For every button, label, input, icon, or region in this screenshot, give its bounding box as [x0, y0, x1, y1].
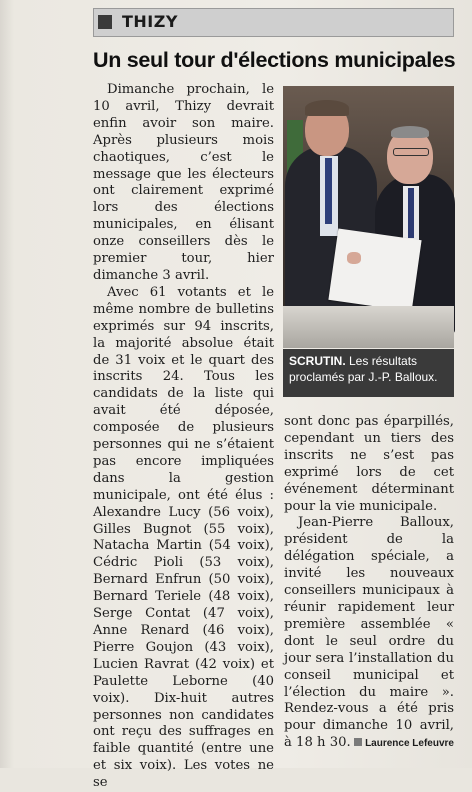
paragraph-2: Avec 61 votants et le même nombre de bulletins exprimés sur 94 inscrits, la majorité absolue était de 31 voix et le quart des inscrits 24. Tous les candidats de la liste qui avait été déposée, composée de plusieurs personnes qui ne s’étaient pas encore impliquées dans la gestion municipale, ont été élus : Alexandre Lucy (56 voix), Gilles Bugnot (55 voix), Natacha Martin (54 voix), Cédric Pioli (53 voix), Bernard Enfrun (50 voix), Bernard Teriele (48 voix), Serge Contat (47 voix), Anne Renard (46 voix), Pierre Goujon (43 voix), Lucien Ravrat (42 voix) et Paulette Leborne (40 voix). Dix-huit autres personnes non candidates ont reçu des suffrages en faible quantité (entre une et six voix). Les votes ne se: [93, 284, 274, 791]
section-header: [93, 8, 454, 37]
paragraph-2-continued: sont donc pas éparpillés, cependant un tiers des inscrits ne s’est pas exprimé lors de cet événement déterminant pour la vie municipale.: [284, 414, 454, 514]
caption-text: Les résultats proclamés par J.-P. Balloux.: [289, 354, 438, 384]
man-right-tie: [408, 188, 414, 238]
byline: Laurence Lefeuvre: [365, 738, 454, 749]
article-photo: [283, 86, 454, 348]
section-marker-square: [98, 15, 112, 29]
photo-caption: [283, 349, 454, 397]
photo-desk: [283, 306, 454, 348]
man-left-tie: [325, 158, 332, 224]
results-sheet: [328, 229, 421, 312]
paragraph-1: Dimanche prochain, le 10 avril, Thizy devrait enfin avoir son maire. Après plusieurs mois chaotiques, c’est le message que les électeurs ont clairement exprimé lors des élections municipales, en élisant onze conseillers dès le premier tour, hier dimanche 3 avril.: [93, 82, 274, 283]
section-label: THIZY: [122, 12, 178, 31]
hand: [347, 252, 361, 264]
article-column-left: [93, 82, 274, 791]
man-right-hair: [391, 126, 429, 138]
paragraph-3: [284, 515, 454, 752]
paragraph-3-text: Jean-Pierre Balloux, président de la délégation spéciale, a invité les nouveaux conseillers municipaux à réunir rapidement leur première assemblée « dont le seul ordre du jour sera l’installation du conseil municipal et l’élection du maire ». Rendez-vous a été pris pour dimanche 10 avril, à 18 h 30.: [284, 515, 454, 751]
caption-lead: SCRUTIN.: [289, 354, 346, 368]
man-right-glasses: [393, 148, 429, 156]
article-headline: Un seul tour d'élections municipales: [93, 48, 456, 72]
man-left-hair: [305, 100, 349, 116]
